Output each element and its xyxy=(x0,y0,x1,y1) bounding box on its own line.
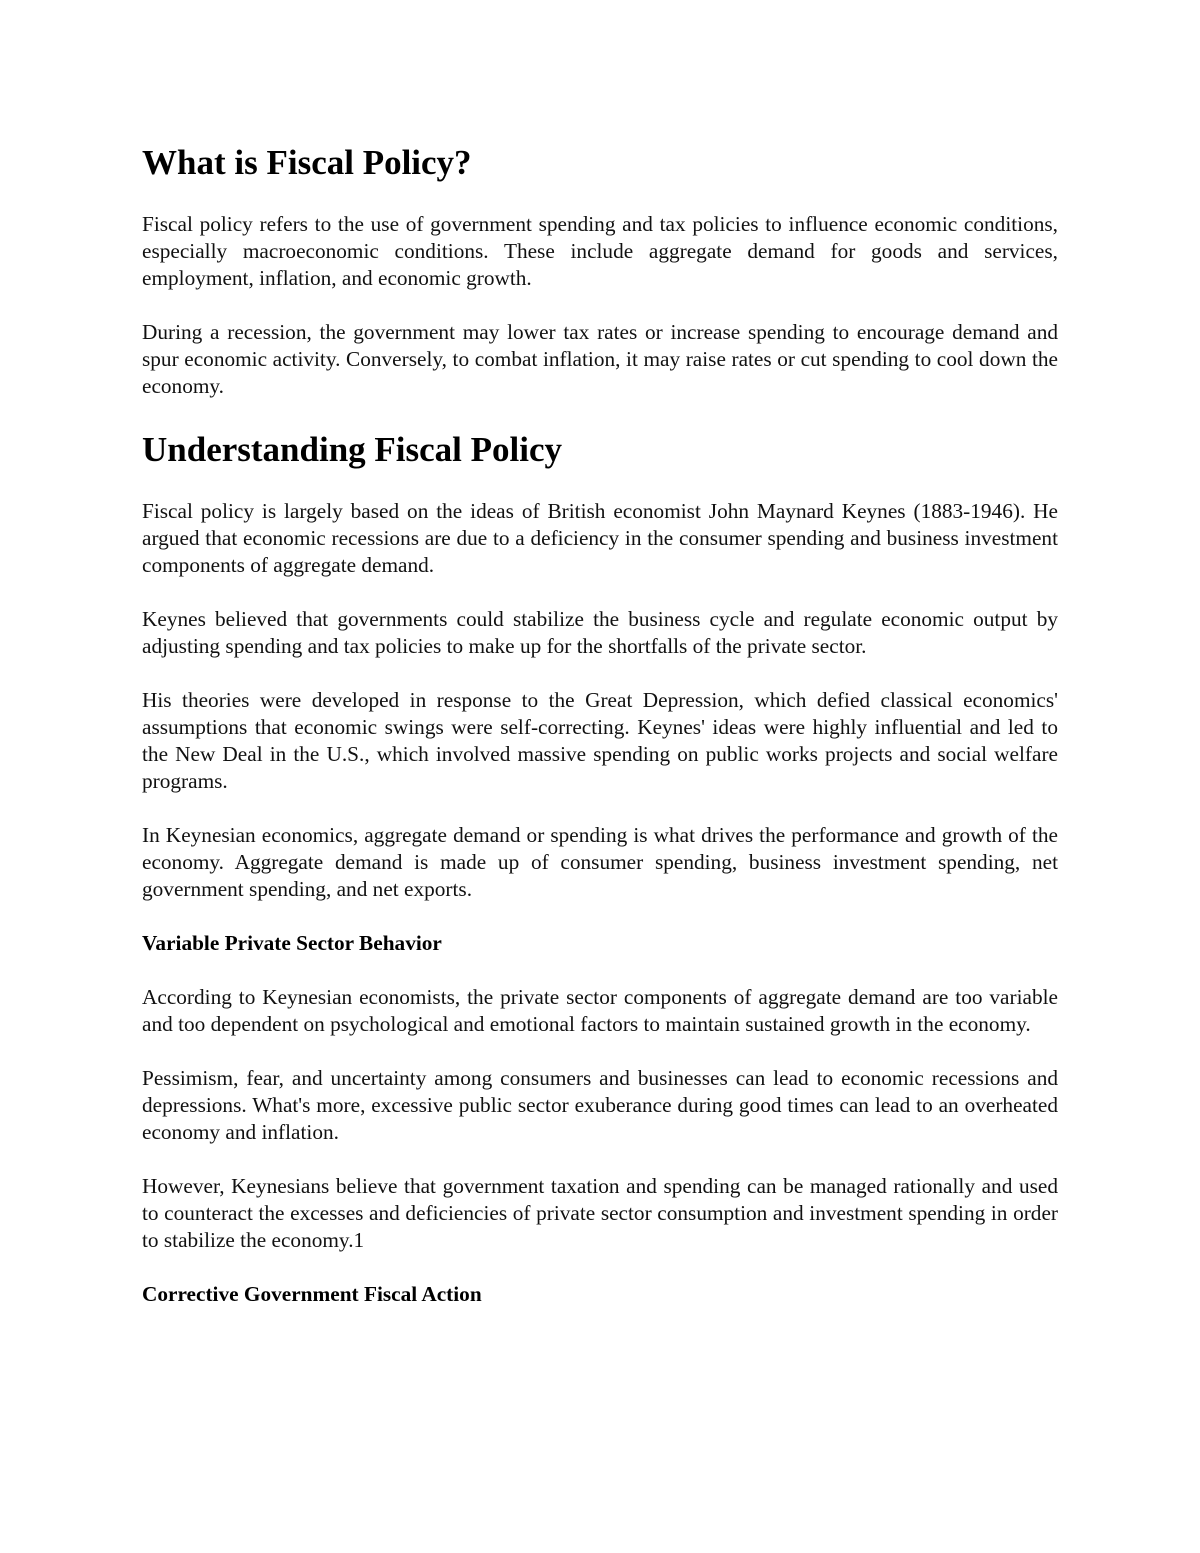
paragraph-recession: During a recession, the government may lower tax rates or increase spending to encourage demand and spur economic activity. Conversely, to combat inflation, it may raise rates or cut spending to cool down the economy. xyxy=(142,320,1058,398)
document-page xyxy=(142,0,1058,1308)
paragraph-aggregate-demand: In Keynesian economics, aggregate demand or spending is what drives the performance and growth of the economy. Aggregate demand is made up of consumer spending, business investment spending, net government spending, and net exports. xyxy=(142,823,1058,901)
paragraph-keynesians-believe: However, Keynesians believe that government taxation and spending can be managed rationally and used to counteract the excesses and deficiencies of private sector consumption and investment spending in order to stabilize the economy.1 xyxy=(142,1174,1058,1252)
heading-understanding-fiscal-policy: Understanding Fiscal Policy xyxy=(142,430,563,469)
heading-what-is-fiscal-policy: What is Fiscal Policy? xyxy=(142,143,472,182)
paragraph-keynes-belief: Keynes believed that governments could stabilize the business cycle and regulate economic output by adjusting spending and tax policies to make up for the shortfalls of the private sector. xyxy=(142,607,1058,658)
paragraph-great-depression: His theories were developed in response to the Great Depression, which defied classical economics' assumptions that economic swings were self-correcting. Keynes' ideas were highly influential and led to the New Deal in the U.S., which involved massive spending on public works projects and social welfare programs. xyxy=(142,688,1058,793)
paragraph-pessimism: Pessimism, fear, and uncertainty among consumers and businesses can lead to economic recessions and depressions. What's more, excessive public sector exuberance during good times can lead to an overheated economy and inflation. xyxy=(142,1066,1058,1144)
subheading-corrective-government-action: Corrective Government Fiscal Action xyxy=(142,1282,482,1306)
paragraph-keynes-origin: Fiscal policy is largely based on the ideas of British economist John Maynard Keynes (1883-1946). He argued that economic recessions are due to a deficiency in the consumer spending and business investment components of aggregate demand. xyxy=(142,499,1058,577)
paragraph-keynesian-economists: According to Keynesian economists, the private sector components of aggregate demand are too variable and too dependent on psychological and emotional factors to maintain sustained growth in the economy. xyxy=(142,985,1058,1036)
paragraph-definition: Fiscal policy refers to the use of government spending and tax policies to influence economic conditions, especially macroeconomic conditions. These include aggregate demand for goods and services, employment, inflation, and economic growth. xyxy=(142,212,1058,290)
subheading-variable-private-sector: Variable Private Sector Behavior xyxy=(142,931,442,955)
